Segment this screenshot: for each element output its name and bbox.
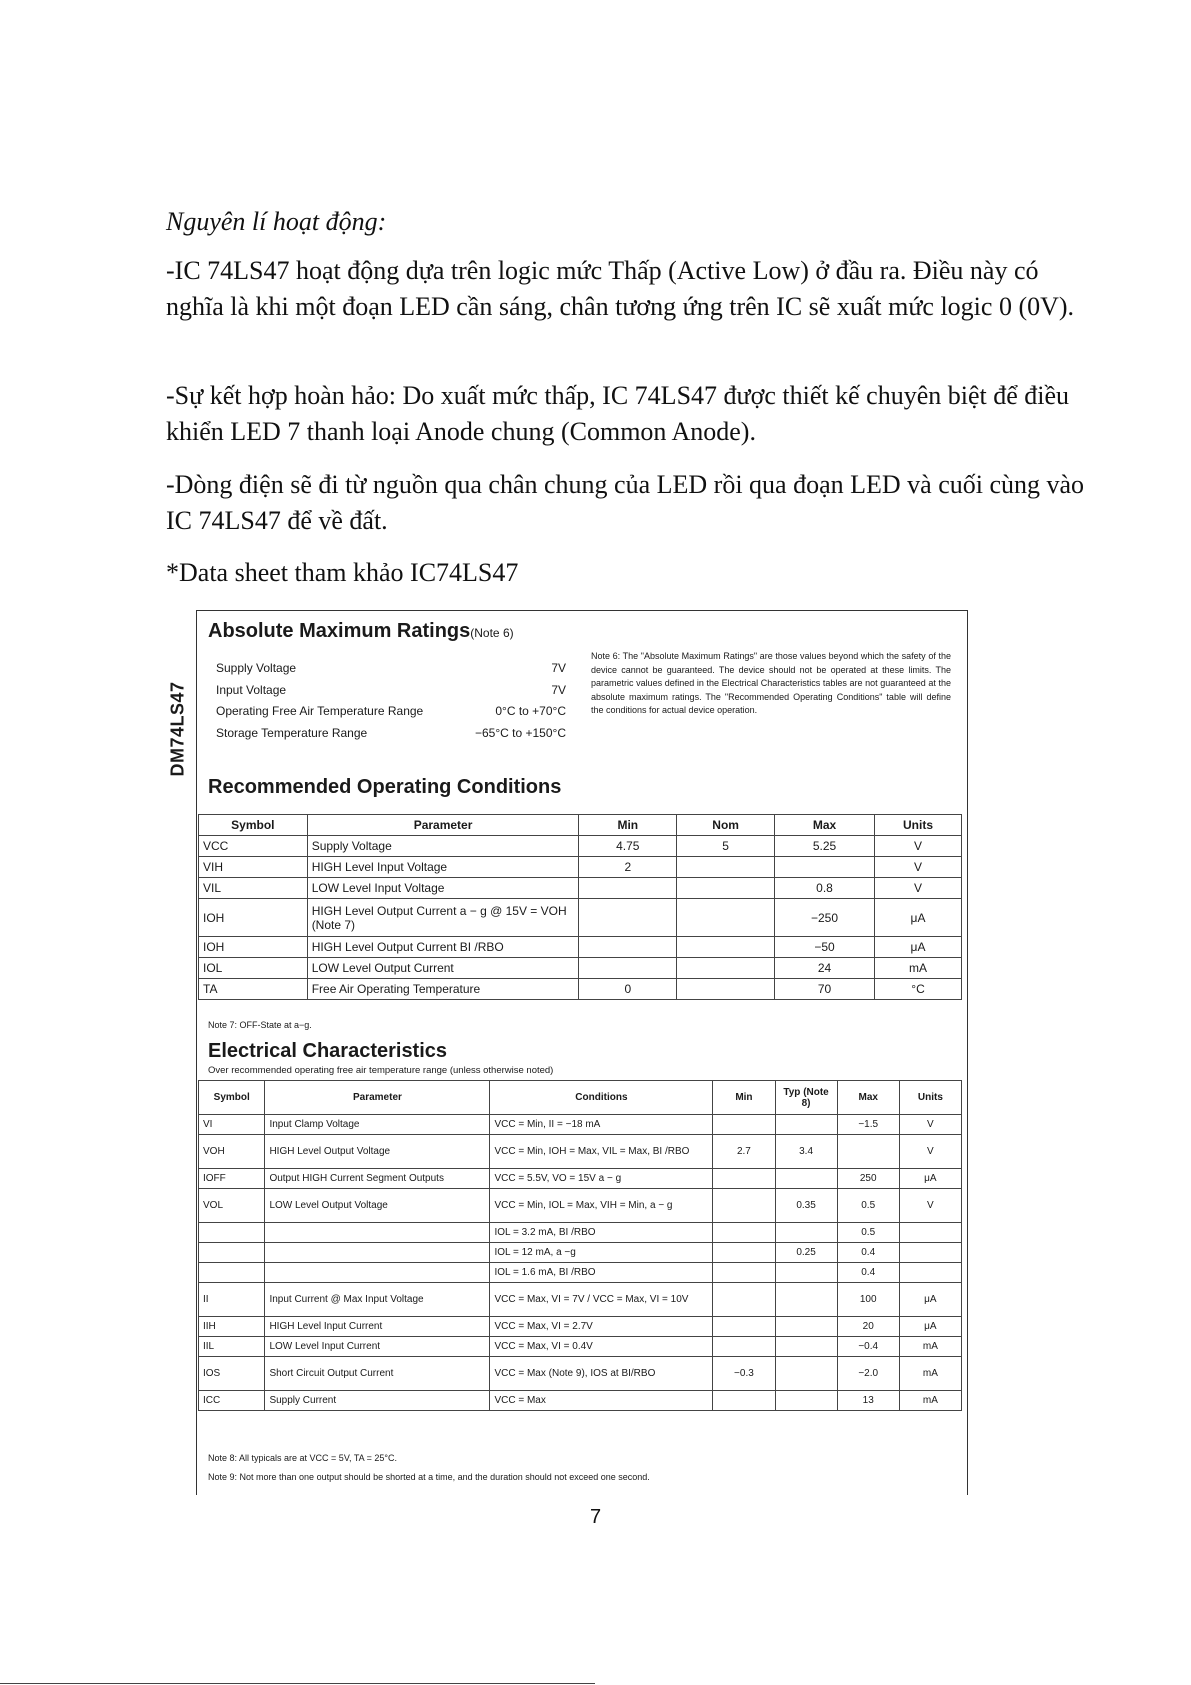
divider: [196, 610, 968, 611]
list-item: Operating Free Air Temperature Range 0°C to +70°C: [216, 704, 566, 718]
column-header: Max: [837, 1081, 899, 1115]
table-header-row: [199, 815, 962, 836]
list-item: Input Voltage 7V: [216, 682, 566, 697]
amr-title: Absolute Maximum Ratings(Note 6): [208, 620, 514, 642]
table-row: IIH HIGH Level Input Current VCC = Max, VI = 2.7V 20 μA: [199, 1317, 962, 1337]
table-row: VCC Supply Voltage 4.75 5 5.25 V: [199, 836, 962, 857]
ec-title: Electrical Characteristics: [208, 1040, 448, 1062]
section-heading: Nguyên lí hoạt động:: [166, 207, 387, 236]
table-row: IOL = 1.6 mA, BI /RBO 0.4: [199, 1263, 962, 1283]
datasheet-image: [168, 610, 974, 1495]
note-8: Note 8: All typicals are at VCC = 5V, TA = 25°C.: [208, 1453, 398, 1463]
table-row: IOL = 3.2 mA, BI /RBO 0.5: [199, 1223, 962, 1243]
table-row: II Input Current @ Max Input Voltage VCC = Max, VI = 7V / VCC = Max, VI = 10V 100 μA: [199, 1283, 962, 1317]
table-header-row: [199, 1081, 962, 1115]
table-row: VI Input Clamp Voltage VCC = Min, II = −18 mA −1.5 V: [199, 1115, 962, 1135]
table-row: IOH HIGH Level Output Current a − g @ 15V = VOH (Note 7) −250 μA: [199, 899, 962, 937]
ec-table: [198, 1080, 962, 1411]
note-9: Note 9: Not more than one output should be shorted at a time, and the duration should not exceed one second.: [208, 1472, 650, 1482]
roc-title: Recommended Operating Conditions: [208, 776, 562, 798]
note-6: Note 6: The "Absolute Maximum Ratings" are those values beyond which the safety of the device cannot be guaranteed. The device should not be operated at these limits. The parametric values defined in the Electrical Characteristics tables are not guaranteed at the absolute maximum ratings. The "Recommended Operating Conditions" table will define the conditions for actual device operation.: [591, 651, 951, 715]
column-header: Min: [579, 815, 677, 836]
divider: [967, 610, 968, 1495]
table-row: VIH HIGH Level Input Voltage 2 V: [199, 857, 962, 878]
table-row: IOH HIGH Level Output Current BI /RBO −50 μA: [199, 937, 962, 958]
column-header: Parameter: [307, 815, 579, 836]
column-header: Conditions: [490, 1081, 713, 1115]
amr-list: [216, 658, 566, 744]
column-header: Min: [713, 1081, 775, 1115]
paragraph-current-flow: -Dòng điện sẽ đi từ nguồn qua chân chung của LED rồi qua đoạn LED và cuối cùng vào IC 74LS47 để về đất.: [166, 470, 1085, 535]
table-row: VOH HIGH Level Output Voltage VCC = Min, IOH = Max, VIL = Max, BI /RBO 2.7 3.4 V: [199, 1135, 962, 1169]
column-header: Units: [875, 815, 962, 836]
paragraph-active-low: -IC 74LS47 hoạt động dựa trên logic mức Thấp (Active Low) ở đầu ra. Điều này có nghĩa là khi một đoạn LED cần sáng, chân tương ứng trên IC sẽ xuất mức logic 0 (0V).: [166, 256, 1075, 321]
footnote-rule: [0, 1683, 595, 1684]
table-row: IIL LOW Level Input Current VCC = Max, VI = 0.4V −0.4 mA: [199, 1337, 962, 1357]
table-row: TA Free Air Operating Temperature 0 70 °C: [199, 979, 962, 1000]
column-header: Typ (Note 8): [775, 1081, 837, 1115]
table-row: IOL LOW Level Output Current 24 mA: [199, 958, 962, 979]
page-number: 7: [589, 1506, 602, 1528]
note-7: Note 7: OFF-State at a−g.: [208, 1020, 312, 1030]
paragraph-datasheet-ref: *Data sheet tham khảo IC74LS47: [166, 558, 519, 587]
table-row: VOL LOW Level Output Voltage VCC = Min, IOL = Max, VIH = Min, a − g 0.35 0.5 V: [199, 1189, 962, 1223]
column-header: Symbol: [199, 815, 308, 836]
table-row: IOS Short Circuit Output Current VCC = Max (Note 9), IOS at BI/RBO −0.3 −2.0 mA: [199, 1357, 962, 1391]
roc-table: [198, 814, 962, 1000]
list-item: Supply Voltage 7V: [216, 661, 566, 675]
column-header: Nom: [677, 815, 775, 836]
column-header: Max: [775, 815, 875, 836]
column-header: Parameter: [265, 1081, 490, 1115]
list-item: Storage Temperature Range −65°C to +150°C: [216, 725, 566, 740]
table-row: ICC Supply Current VCC = Max 13 mA: [199, 1391, 962, 1411]
column-header: Symbol: [199, 1081, 265, 1115]
table-row: VIL LOW Level Input Voltage 0.8 V: [199, 878, 962, 899]
table-row: IOFF Output HIGH Current Segment Outputs VCC = 5.5V, VO = 15V a − g 250 μA: [199, 1169, 962, 1189]
column-header: Units: [899, 1081, 961, 1115]
datasheet-side-title: DM74LS47: [167, 681, 188, 777]
divider: [196, 610, 197, 1495]
paragraph-common-anode: -Sự kết hợp hoàn hảo: Do xuất mức thấp, IC 74LS47 được thiết kế chuyên biệt để điều khiển LED 7 thanh loại Anode chung (Common Anode).: [166, 381, 1070, 446]
ec-subtitle: Over recommended operating free air temperature range (unless otherwise noted): [208, 1065, 554, 1076]
table-row: IOL = 12 mA, a −g 0.25 0.4: [199, 1243, 962, 1263]
